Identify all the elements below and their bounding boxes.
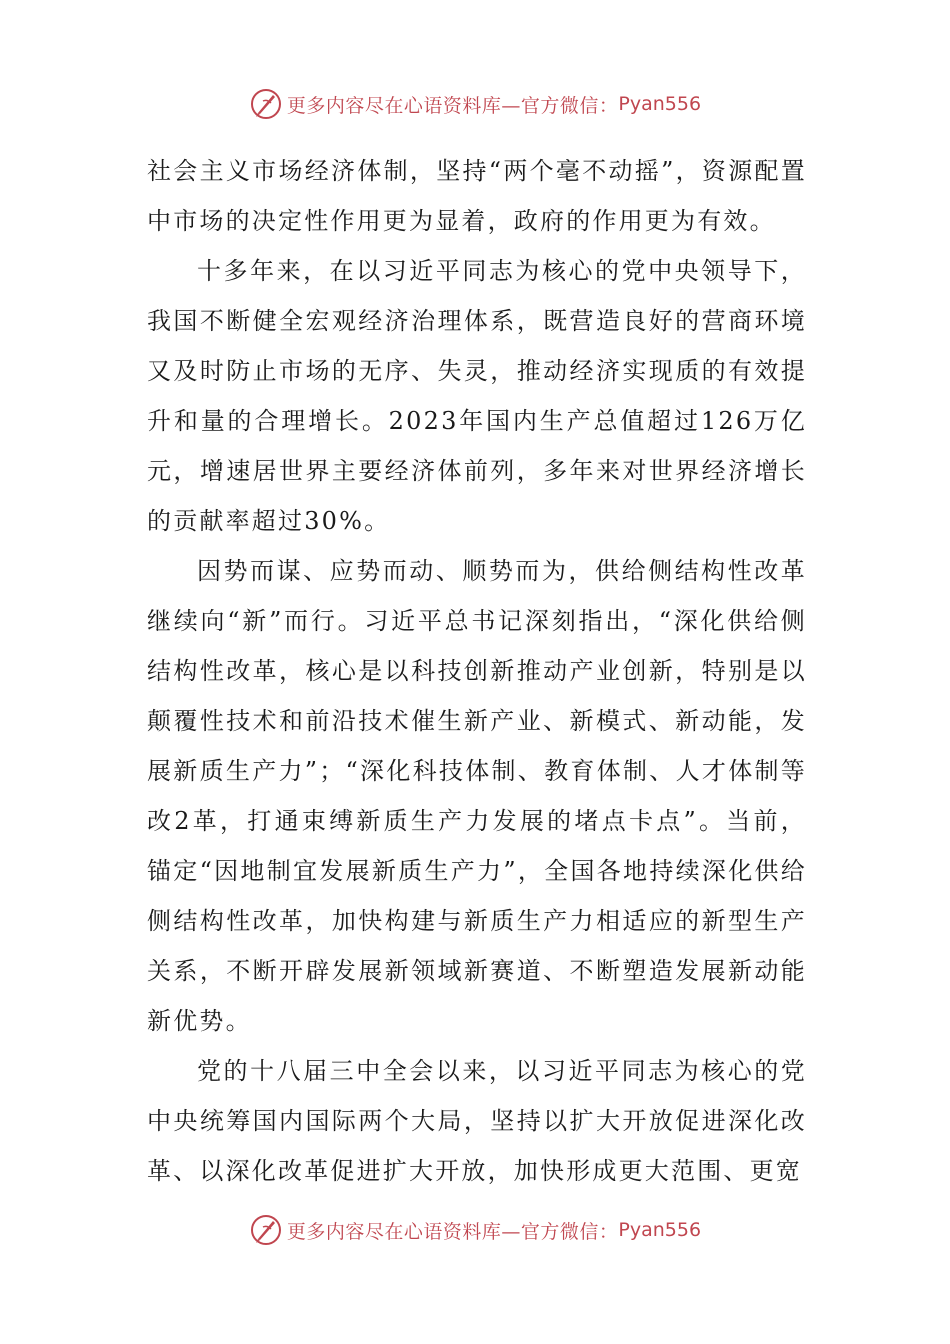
paragraph-3: 因势而谋、应势而动、顺势而为，供给侧结构性改革继续向“新”而行。习近平总书记深刻指出，“深化供给侧结构性改革，核心是以科技创新推动产业创新，特别是以颠覆性技术和前沿技术催生新产业、新模式、新动能，发展新质生产力”；“深化科技体制、教育体制、人才体制等改2革，打通束缚新质生产力发展的堵点卡点”。当前，锚定“因地制宜发展新质生产力”，全国各地持续深化供给侧结构性改革，加快构建与新质生产力相适应的新型生产关系，不断开辟发展新领域新赛道、不断塑造发展新动能新优势。 bbox=[147, 557, 807, 1035]
document-body bbox=[147, 146, 807, 1196]
paragraph-1: 社会主义市场经济体制，坚持“两个毫不动摇”，资源配置中市场的决定性作用更为显着，政府的作用更为有效。 bbox=[147, 157, 807, 235]
watermark-text: 更多内容尽在心语资料库—官方微信： bbox=[286, 94, 619, 117]
watermark-wechat-id: Pyan556 bbox=[618, 93, 702, 115]
quill-pen-seal-icon bbox=[249, 1213, 283, 1247]
header-watermark bbox=[0, 82, 950, 126]
watermark-text: 更多内容尽在心语资料库—官方微信： bbox=[286, 1220, 619, 1243]
paragraph-4: 党的十八届三中全会以来，以习近平同志为核心的党中央统筹国内国际两个大局，坚持以扩大开放促进深化改革、以深化改革促进扩大开放，加快形成更大范围、更宽 bbox=[147, 1057, 807, 1185]
watermark-wechat-id: Pyan556 bbox=[618, 1219, 702, 1241]
footer-watermark bbox=[0, 1208, 950, 1252]
quill-pen-seal-icon bbox=[249, 87, 283, 121]
paragraph-2: 十多年来，在以习近平同志为核心的党中央领导下，我国不断健全宏观经济治理体系，既营造良好的营商环境又及时防止市场的无序、失灵，推动经济实现质的有效提升和量的合理增长。2023年国内生产总值超过126万亿元，增速居世界主要经济体前列，多年来对世界经济增长的贡献率超过30%。 bbox=[147, 257, 807, 535]
